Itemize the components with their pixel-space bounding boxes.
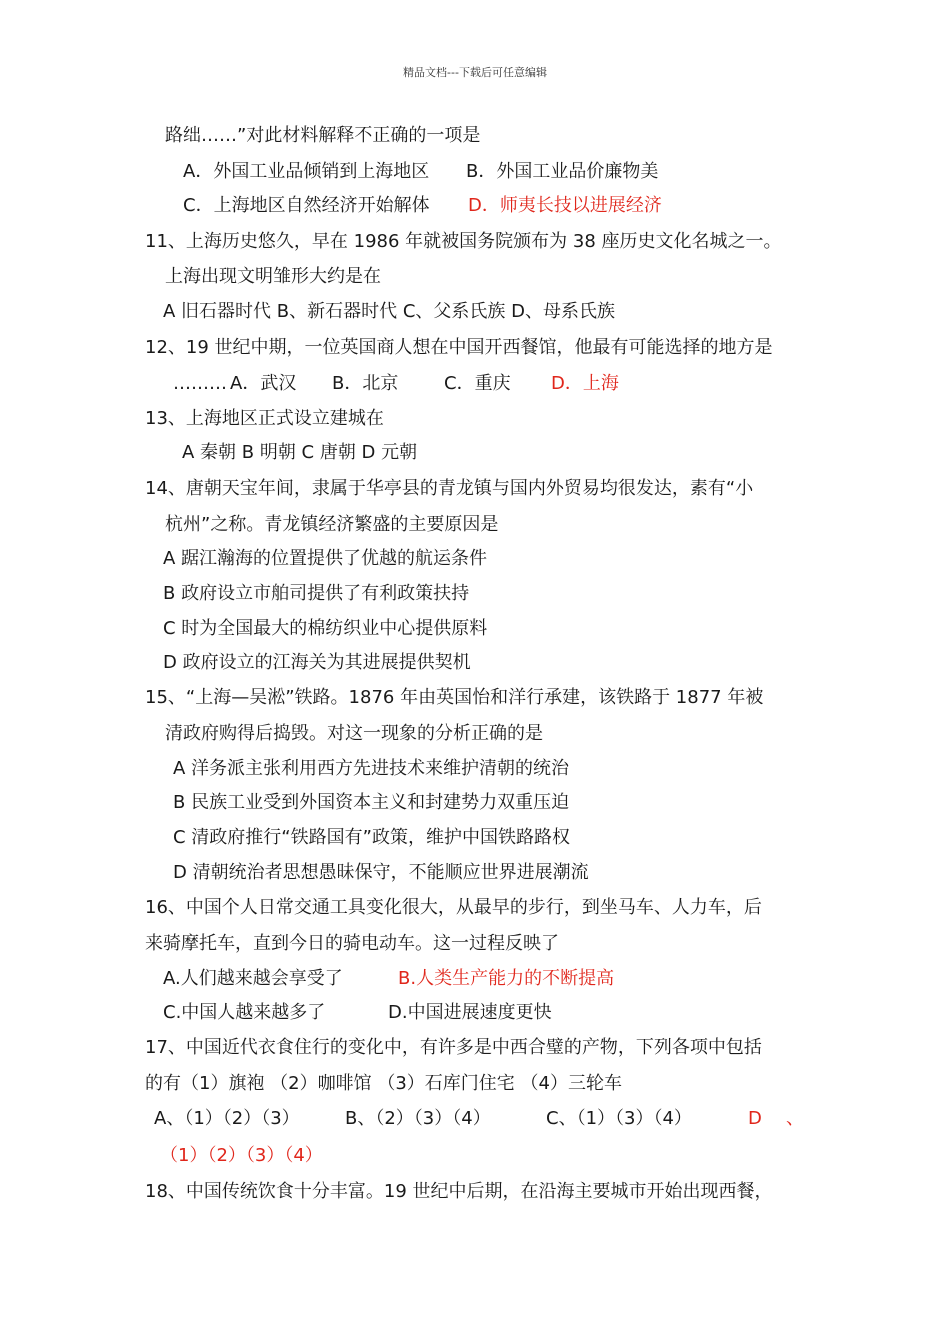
q10-option-d-answer: D．师夷长技以进展经济 [468,195,662,216]
q17-option-c: C、（1）（3）（4） [546,1108,692,1129]
q16-option-d: D.中国进展速度更快 [388,1002,552,1023]
q16-stem-line2: 来骑摩托车，直到今日的骑电动车。这一过程反映了 [145,933,559,954]
q11-stem-line1: 11、上海历史悠久，早在 1986 年就被国务院颁布为 38 座历史文化名城之一。 [145,231,782,252]
q15-option-a: A 洋务派主张利用西方先进技术来维护清朝的统治 [173,758,570,779]
q17-option-d-separator: 、 [786,1108,804,1129]
q13-stem: 13、上海地区正式设立建城在 [145,408,384,429]
q10-option-a: A．外国工业品倾销到上海地区 [183,161,430,182]
q15-option-c: C 清政府推行“铁路国有”政策，维护中国铁路路权 [173,827,570,848]
q11-options: A 旧石器时代 B、新石器时代 C、父系氏族 D、母系氏族 [163,301,615,322]
q13-options: A 秦朝 B 明朝 C 唐朝 D 元朝 [182,442,418,463]
q15-stem-line1: 15、“上海—吴淞”铁路。1876 年由英国怡和洋行承建，该铁路于 1877 年被 [145,687,764,708]
q17-option-d-letter: D [748,1108,762,1129]
q17-option-a: A、（1）（2）（3） [154,1108,300,1129]
q16-stem-line1: 16、中国个人日常交通工具变化很大，从最早的步行，到坐马车、人力车，后 [145,897,762,918]
q14-option-c: C 时为全国最大的棉纺织业中心提供原料 [163,618,488,639]
q15-option-b: B 民族工业受到外国资本主义和封建势力双重压迫 [173,792,570,813]
q15-stem-line2: 清政府购得后捣毁。对这一现象的分析正确的是 [165,723,543,744]
q12-stem: 12、19 世纪中期，一位英国商人想在中国开西餐馆，他最有可能选择的地方是 [145,337,773,358]
q16-option-c: C.中国人越来越多了 [163,1002,326,1023]
q12-option-d-answer: D．上海 [551,373,619,394]
page-header: 精品文档---下载后可任意编辑 [403,66,547,79]
q17-stem-line1: 17、中国近代衣食住行的变化中，有许多是中西合璧的产物，下列各项中包括 [145,1037,762,1058]
q17-option-b: B、（2）（3）（4） [345,1108,491,1129]
q12-option-c: C．重庆 [444,373,511,394]
q17-option-d-items: （1）（2）（3）（4） [160,1145,323,1166]
q15-option-d: D 清朝统治者思想愚昧保守，不能顺应世界进展潮流 [173,862,589,883]
q17-stem-line2: 的有（1）旗袍 （2）咖啡馆 （3）石库门住宅 （4）三轮车 [145,1073,622,1094]
q12-dots: ……… [173,373,227,394]
q12-option-b: B．北京 [332,373,399,394]
q16-option-a: A.人们越来越会享受了 [163,968,343,989]
q12-option-a: A．武汉 [230,373,297,394]
q10-option-b: B．外国工业品价廉物美 [466,161,659,182]
q14-option-d: D 政府设立的江海关为其进展提供契机 [163,652,471,673]
q14-option-a: A 踞江瀚海的位置提供了优越的航运条件 [163,548,488,569]
q10-stem-end: 路绌……”对此材料解释不正确的一项是 [165,125,481,146]
q14-stem-line1: 14、唐朝天宝年间，隶属于华亭县的青龙镇与国内外贸易均很发达，素有“小 [145,478,754,499]
q10-option-c: C．上海地区自然经济开始解体 [183,195,430,216]
q11-stem-line2: 上海出现文明雏形大约是在 [165,266,381,287]
q14-option-b: B 政府设立市舶司提供了有利政策扶持 [163,583,470,604]
q16-option-b-answer: B.人类生产能力的不断提高 [398,968,615,989]
q18-stem-line1: 18、中国传统饮食十分丰富。19 世纪中后期，在沿海主要城市开始出现西餐， [145,1181,773,1202]
q14-stem-line2: 杭州”之称。青龙镇经济繁盛的主要原因是 [165,514,499,535]
